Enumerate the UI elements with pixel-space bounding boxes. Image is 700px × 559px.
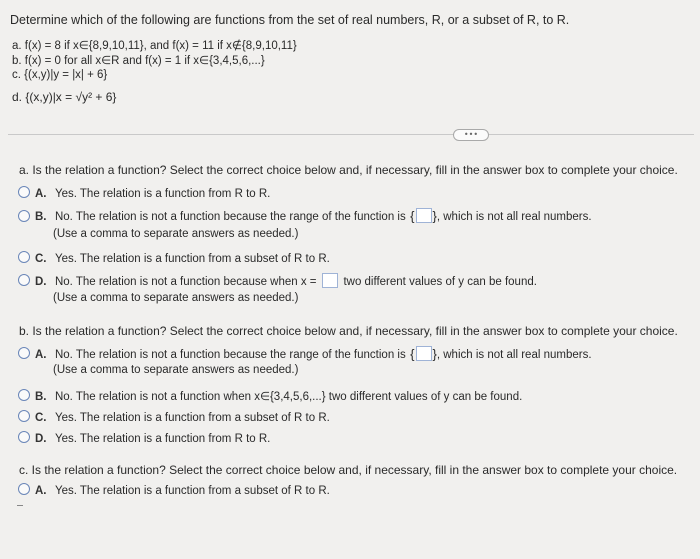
answer-box-a-d[interactable]: [322, 273, 338, 288]
radio-b-option-b[interactable]: [18, 389, 30, 401]
text-cursor: [17, 505, 23, 506]
radio-c-option-a[interactable]: [18, 483, 30, 495]
option-b-d: D. Yes. The relation is a function from R to R.: [35, 433, 271, 445]
radio-b-option-c[interactable]: [18, 410, 30, 422]
definition-c: c. {(x,y)|y = |x| + 6}: [12, 69, 108, 81]
option-b-b: B. No. The relation is not a function when x∈{3,4,5,6,...} two different values of y can be found.: [35, 391, 523, 403]
radio-a-option-b[interactable]: [18, 210, 30, 222]
problem-prompt: Determine which of the following are functions from the set of real numbers, R, or a subset of R, to R.: [10, 13, 570, 27]
answer-box-b-a[interactable]: [416, 346, 432, 361]
option-c-a: A. Yes. The relation is a function from a subset of R to R.: [35, 485, 330, 497]
note-a-b: (Use a comma to separate answers as needed.): [53, 228, 299, 240]
radio-b-option-a[interactable]: [18, 347, 30, 359]
option-a-a: A. Yes. The relation is a function from R to R.: [35, 188, 271, 200]
radio-a-option-c[interactable]: [18, 251, 30, 263]
note-a-d: (Use a comma to separate answers as needed.): [53, 292, 299, 304]
option-a-b: B. No. The relation is not a function because the range of the function is { }, which is not all real numbers.: [35, 208, 592, 224]
option-b-c: C. Yes. The relation is a function from a subset of R to R.: [35, 412, 330, 424]
answer-box-a-b[interactable]: [416, 208, 432, 223]
definition-b: b. f(x) = 0 for all x∈R and f(x) = 1 if x∈{3,4,5,6,...}: [12, 55, 265, 67]
radio-a-option-a[interactable]: [18, 186, 30, 198]
option-a-d: D. No. The relation is not a function because when x = two different values of y can be found.: [35, 272, 537, 290]
section-divider: [8, 134, 694, 135]
radio-b-option-d[interactable]: [18, 431, 30, 443]
question-c: c. Is the relation a function? Select the correct choice below and, if necessary, fill in the answer box to complete your choice.: [19, 463, 678, 477]
note-b-a: (Use a comma to separate answers as needed.): [53, 364, 299, 376]
definition-a: a. f(x) = 8 if x∈{8,9,10,11}, and f(x) = 11 if x∉{8,9,10,11}: [12, 40, 297, 52]
radio-a-option-d[interactable]: [18, 274, 30, 286]
option-b-a: A. No. The relation is not a function because the range of the function is { }, which is not all real numbers.: [35, 346, 592, 362]
question-a: a. Is the relation a function? Select the correct choice below and, if necessary, fill in the answer box to complete your choice.: [19, 163, 678, 177]
option-a-c: C. Yes. The relation is a function from a subset of R to R.: [35, 253, 330, 265]
definition-d: d. {(x,y)|x = √y² + 6}: [12, 90, 117, 104]
more-button[interactable]: •••: [453, 129, 489, 141]
question-b: b. Is the relation a function? Select the correct choice below and, if necessary, fill in the answer box to complete your choice.: [19, 324, 678, 338]
